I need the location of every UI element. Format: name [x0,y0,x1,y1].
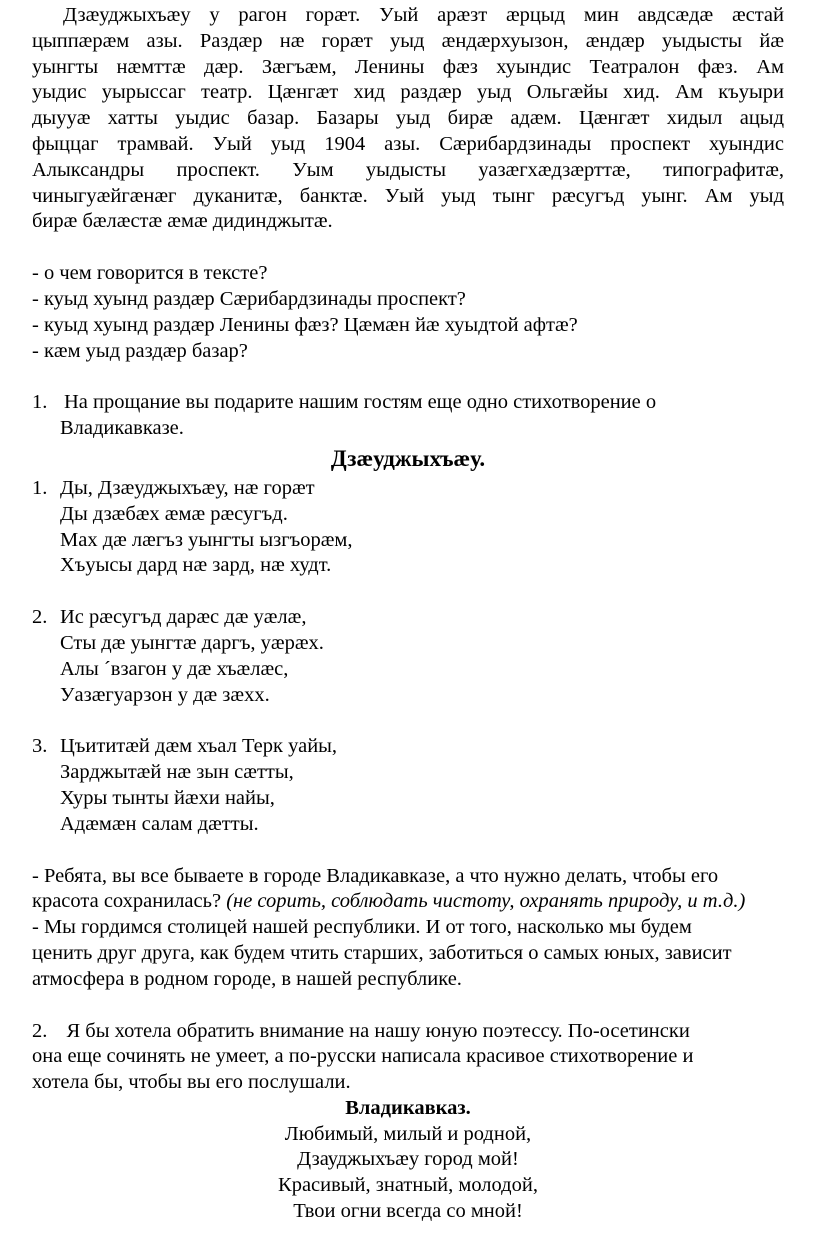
poem-verse [32,476,784,579]
ossetian-poem-title: Дзæуджыхъæу. [330,445,486,471]
task-line-first [32,1019,784,1045]
verse-line: Ды, Дзæуджыхъæу, нæ горæт [60,476,315,499]
task-number: 2. [32,1019,48,1042]
verse-line: Цъититæй дæм хъал Терк уайы, [60,735,338,758]
paragraph-line: дыууæ хатты уыдис базар. Базары уыд бирæ адæм. Цæнгæт хидыл ацыд [32,107,784,130]
poem-line: Твои огни всегда со мной! [293,1200,523,1223]
russian-poem-title: Владикавказ. [345,1096,471,1119]
question-item: - о чем говорится в тексте? [32,262,268,285]
verse-line: Ды дзæбæх æмæ рæсугъд. [60,502,288,525]
verse-line: Алы ´взагон у дæ хъæлæс, [60,657,289,680]
task-line: На прощание вы подарите нашим гостям еще одно стихотворение о [64,391,657,414]
task-line: Владикавказе. [60,417,184,440]
task-line: Я бы хотела обратить внимание на нашу юную поэтессу. По-осетински [66,1019,690,1042]
paragraph-line: уынгты нæмттæ дæр. Зæгъæм, Ленины фæз хуындис Театралон фæз. Ам [32,55,784,78]
poem-verse [32,734,784,837]
task-1 [32,390,784,442]
verse-line: Сты дæ уынгтæ даргъ, уæрæх. [60,631,324,654]
closing-line: - Мы гордимся столицей нашей республики. И от того, насколько мы будем [32,916,692,939]
russian-poem [32,1096,784,1225]
verse-line: Ис рæсугъд дарæс дæ уæлæ, [60,606,307,629]
paragraph-line: бирæ бæлæстæ æмæ дидинджытæ. [32,210,333,233]
ossetian-poem [32,476,784,838]
task-line: она еще сочинять не умеет, а по-русски написала красивое стихотворение и [32,1045,694,1068]
poem-line: Дзауджыхъæу город мой! [297,1148,519,1171]
poem-line: Красивый, знатный, молодой, [278,1174,538,1197]
verse-number: 1. [32,476,48,499]
closing-line: ценить друг друга, как будем чтить старших, заботиться о самых юных, зависит [32,941,732,964]
intro-paragraph [32,3,784,235]
paragraph-line: уыдис уырыссаг театр. Цæнгæт хид раздæр уыд Ольгæйы хид. Ам къуыри [32,81,784,104]
discussion-answer: (не сорить, соблюдать чистоту, охранять природу, и т.д.) [226,890,746,913]
task-number: 1. [32,391,48,414]
paragraph-line: Дзæуджыхъæу у рагон горæт. Уый арæзт æрцыд мин авдсæдæ æстай [63,4,784,26]
paragraph-line: цыппæрæм азы. Раздæр нæ горæт уыд æндæрхуызон, æндæр уыдысты йæ [32,29,784,52]
question-item: - куыд хуынд раздæр Ленины фæз? Цæмæн йæ хуыдтой афтæ? [32,313,578,336]
document-page [32,3,784,1225]
closing-line: атмосфера в родном городе, в нашей республике. [32,967,462,990]
discussion-line: - Ребята, вы все бываете в городе Владикавказе, а что нужно делать, чтобы его [32,864,719,887]
verse-line: Мах дæ лæгъз уынгты ызгъорæм, [60,528,353,551]
task-2 [32,1019,784,1096]
discussion-line-with-answer [32,889,784,915]
question-item: - кæм уыд раздæр базар? [32,339,248,362]
poem-verse [32,605,784,708]
task-line: хотела бы, чтобы вы его послушали. [32,1071,351,1094]
verse-line: Хъуысы дард нæ зард, нæ худт. [60,554,332,577]
questions-list [32,261,784,364]
verse-number: 2. [32,606,48,629]
verse-line: Зарджытæй нæ зын сæтты, [60,761,294,784]
question-item: - куыд хуынд раздæр Сæрибардзинады проспект? [32,287,466,310]
paragraph-line: фыццаг трамвай. Уый уыд 1904 азы. Сæрибардзинады проспект хуындис [32,132,784,155]
verse-line: Хуры тынты йæхи найы, [60,786,275,809]
discussion-line: красота сохранилась? [32,890,222,913]
verse-line: Уазæгуарзон у дæ зæхх. [60,683,270,706]
discussion-block [32,864,784,993]
verse-number: 3. [32,735,48,758]
verse-line: Адæмæн салам дæтты. [60,812,259,835]
poem-line: Любимый, милый и родной, [284,1122,532,1145]
paragraph-line: Алыксандры проспект. Уым уыдысты уазæгхæдзæрттæ, типографитæ, [32,158,784,181]
paragraph-line: чиныгуæйгæнæг дуканитæ, банктæ. Уый уыд тынг рæсугъд уынг. Ам уыд [32,184,784,207]
